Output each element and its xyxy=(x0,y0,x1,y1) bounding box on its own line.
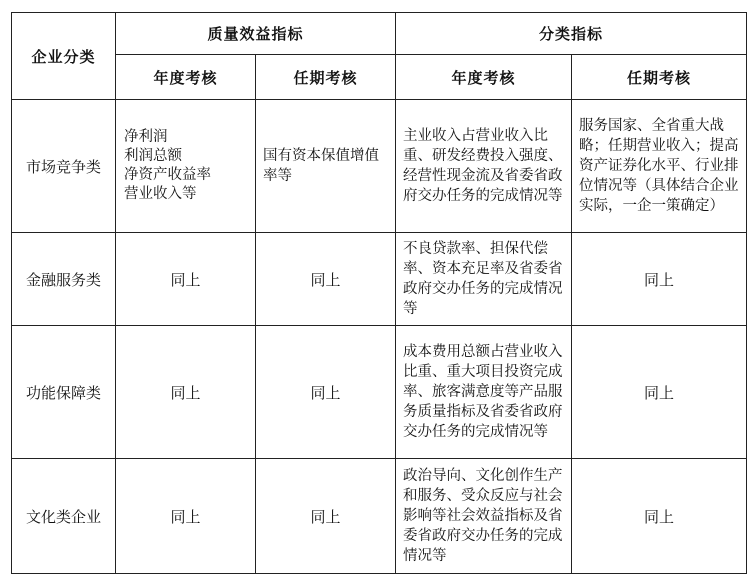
classify-term-cell: 同上 xyxy=(572,233,747,326)
row-category: 市场竞争类 xyxy=(12,100,116,233)
classify-term-cell: 同上 xyxy=(572,459,747,574)
quality-term-cell: 国有资本保值增值率等 xyxy=(256,100,396,233)
header-row-2 xyxy=(12,55,747,100)
list-item: 利润总额 xyxy=(124,148,182,164)
header-quality-annual: 年度考核 xyxy=(116,55,256,100)
table-row xyxy=(12,326,747,459)
list-item: 净资产收益率 xyxy=(124,167,211,183)
header-classify-annual: 年度考核 xyxy=(396,55,572,100)
row-category: 文化类企业 xyxy=(12,459,116,574)
header-classify-group: 分类指标 xyxy=(396,13,747,55)
quality-annual-cell: 同上 xyxy=(116,326,256,459)
quality-annual-cell: 同上 xyxy=(116,459,256,574)
table-row xyxy=(12,233,747,326)
header-classify-term: 任期考核 xyxy=(572,55,747,100)
quality-annual-cell: 同上 xyxy=(116,233,256,326)
classify-annual-cell: 成本费用总额占营业收入比重、重大项目投资完成率、旅客满意度等产品服务质量指标及省委省政府交办任务的完成情况等 xyxy=(396,326,572,459)
quality-term-cell: 同上 xyxy=(256,459,396,574)
row-category: 金融服务类 xyxy=(12,233,116,326)
list-item: 净利润 xyxy=(124,129,168,145)
classify-term-cell: 服务国家、全省重大战略；任期营业收入；提高资产证券化水平、行业排位情况等（具体结合企业实际，一企一策确定） xyxy=(572,100,747,233)
classify-annual-cell: 主业收入占营业收入比重、研发经费投入强度、经营性现金流及省委省政府交办任务的完成情况等 xyxy=(396,100,572,233)
list-item: 营业收入等 xyxy=(124,186,197,202)
classify-term-cell: 同上 xyxy=(572,326,747,459)
row-category: 功能保障类 xyxy=(12,326,116,459)
table-row xyxy=(12,459,747,574)
indicator-table xyxy=(11,12,747,574)
header-quality-term: 任期考核 xyxy=(256,55,396,100)
quality-annual-list xyxy=(116,100,256,233)
quality-term-cell: 同上 xyxy=(256,326,396,459)
table-row xyxy=(12,100,747,233)
classify-annual-cell: 政治导向、文化创作生产和服务、受众反应与社会影响等社会效益指标及省委省政府交办任务的完成情况等 xyxy=(396,459,572,574)
header-category: 企业分类 xyxy=(12,13,116,100)
classify-annual-cell: 不良贷款率、担保代偿率、资本充足率及省委省政府交办任务的完成情况等 xyxy=(396,233,572,326)
header-quality-group: 质量效益指标 xyxy=(116,13,396,55)
header-row-1 xyxy=(12,13,747,55)
quality-term-cell: 同上 xyxy=(256,233,396,326)
